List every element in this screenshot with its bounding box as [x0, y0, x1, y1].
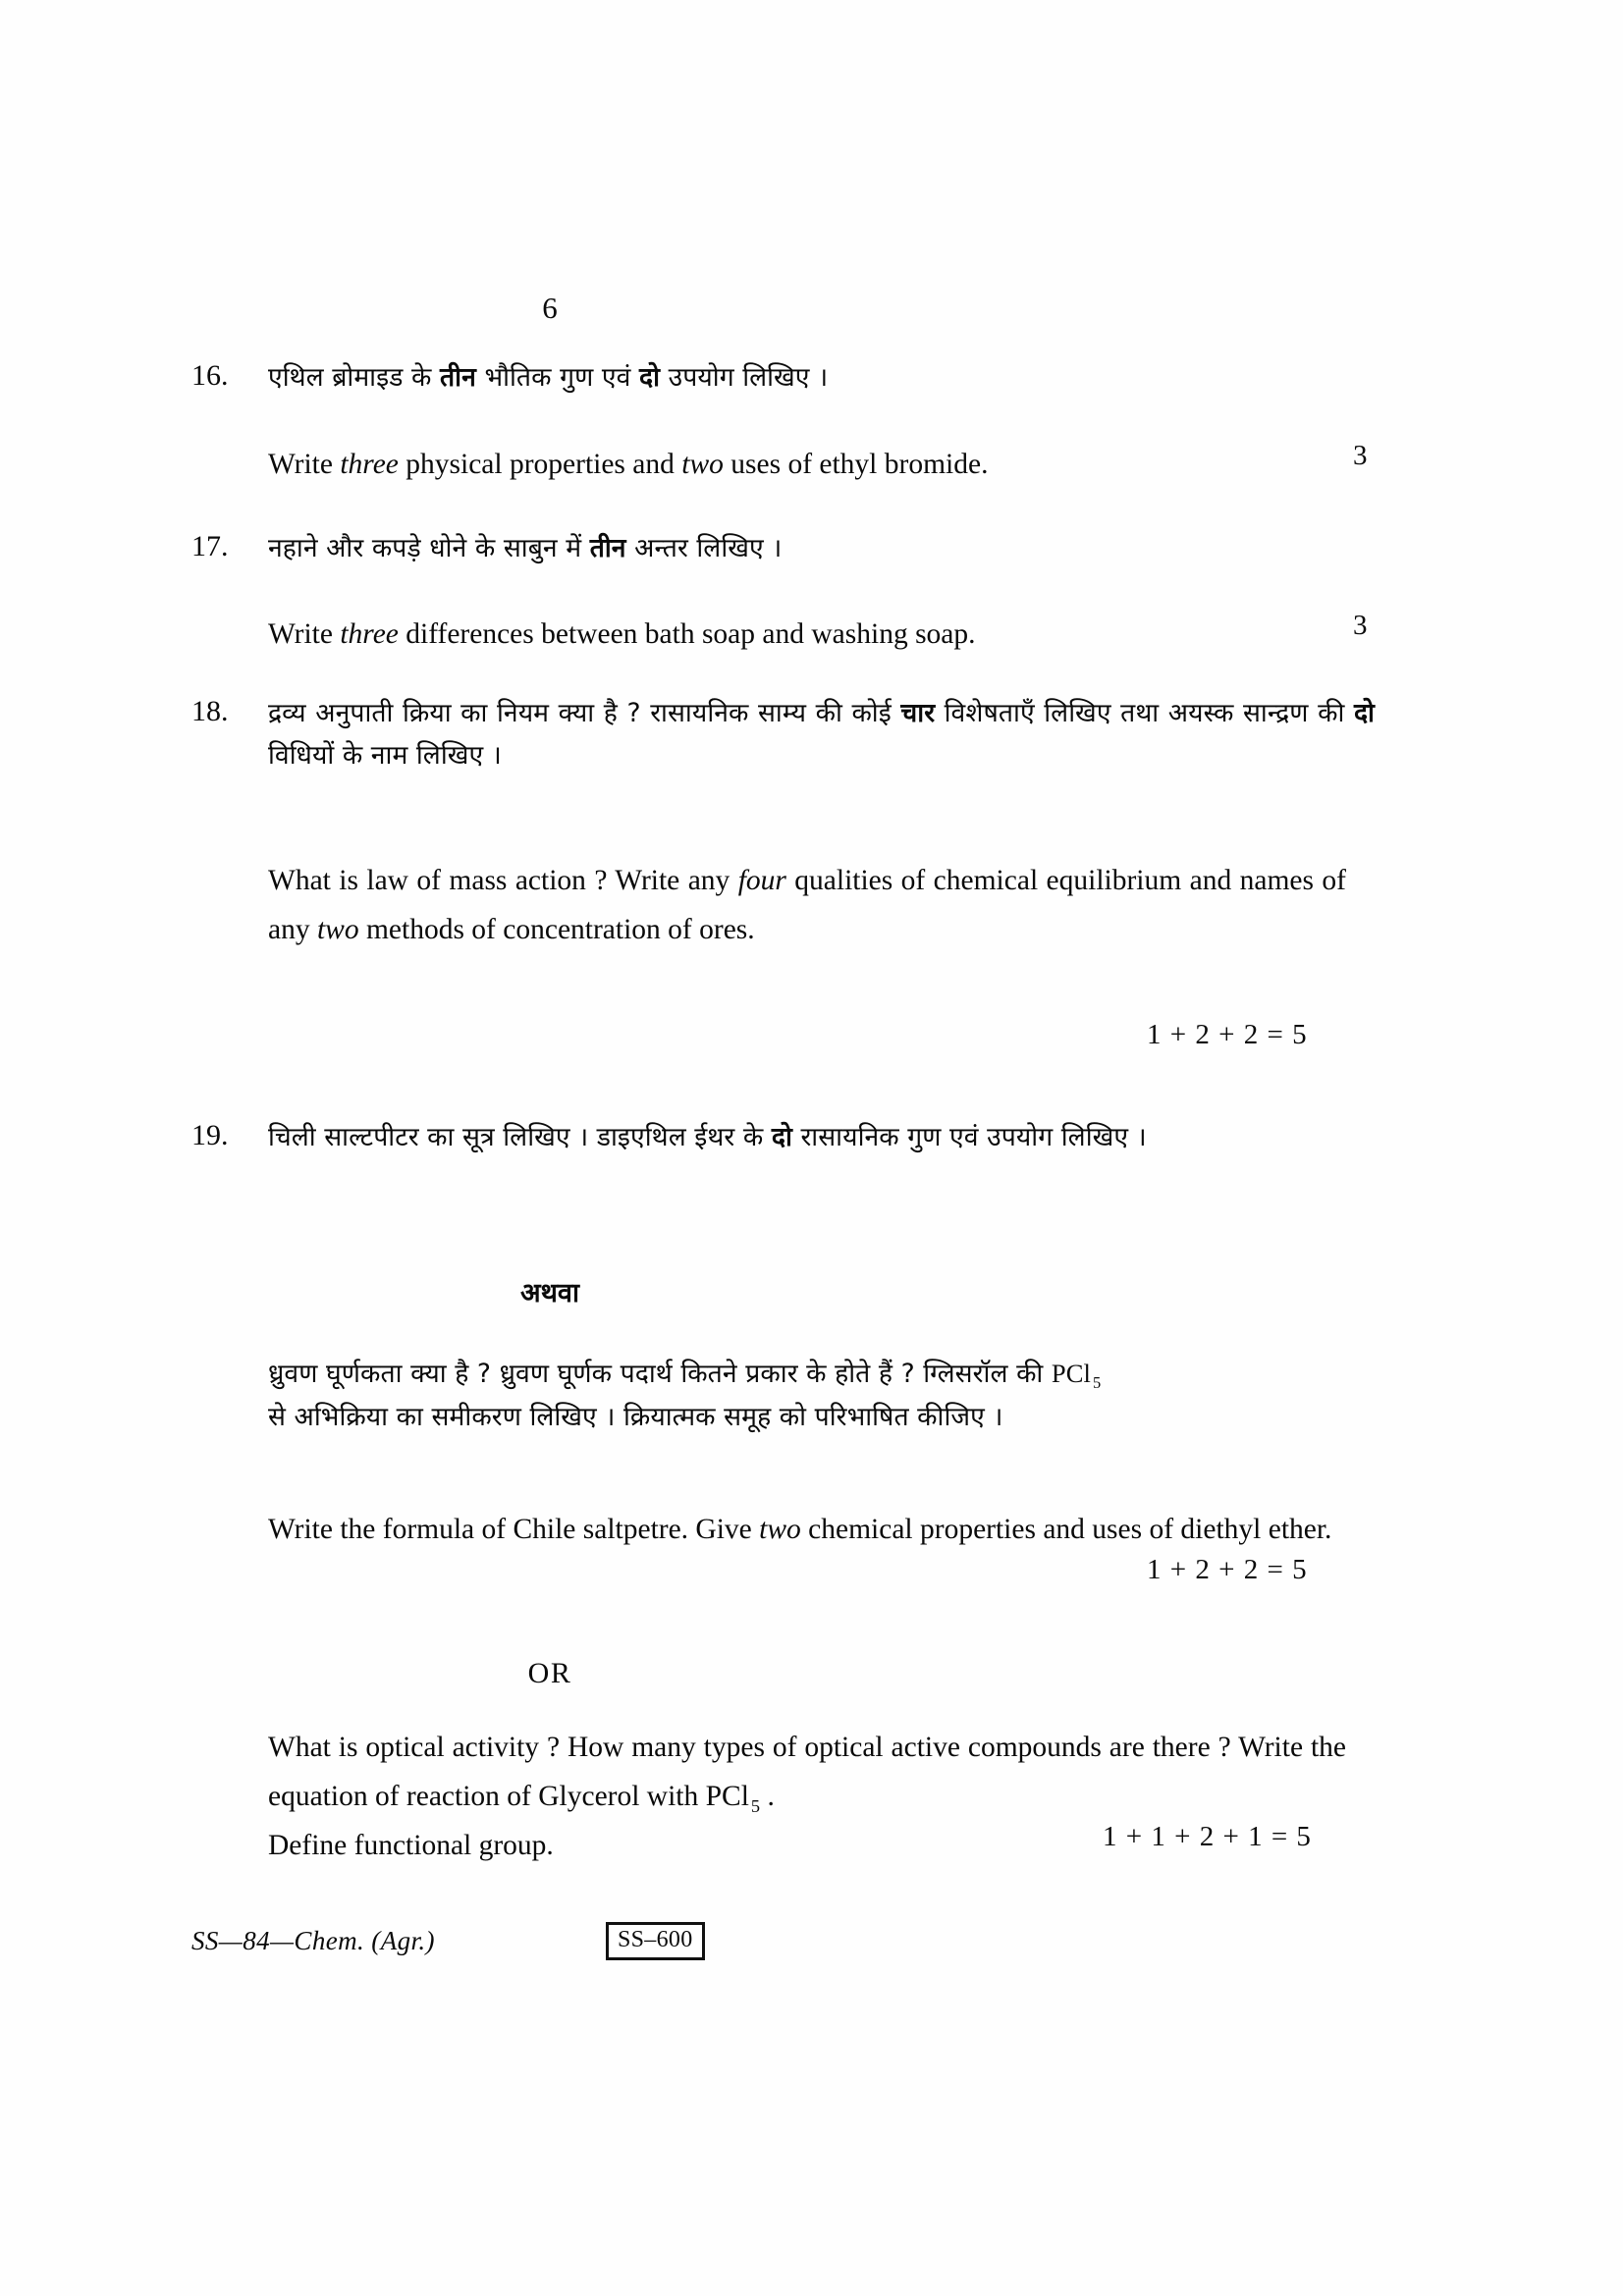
question-16-marks: 3	[1353, 440, 1369, 471]
q16-en-c: uses of ethyl bromide.	[723, 449, 989, 480]
question-19-hindi	[268, 1117, 1375, 1159]
q19-hindi-a: चिली साल्टपीटर का सूत्र लिखिए । डाइएथिल ईथर के	[268, 1122, 772, 1152]
alternative-hindi	[268, 1353, 1368, 1439]
q18-hindi-b: विशेषताएँ लिखिए तथा अयस्क सान्द्रण की	[935, 698, 1354, 728]
q18-hindi-c: विधियों के नाम लिखिए ।	[268, 739, 502, 771]
question-17-hindi	[268, 528, 1370, 570]
footer-paper-code: SS—84—Chem. (Agr.)	[191, 1926, 435, 1955]
alt-hindi-a: ध्रुवण घूर्णकता क्या है ? ध्रुवण घूर्णक पदार्थ कितने प्रकार के होते हैं ? ग्लिसरॉल की	[268, 1359, 1052, 1389]
question-19	[191, 1117, 1375, 1159]
q17-hindi-a: नहाने और कपड़े धोने के साबुन में	[268, 533, 590, 563]
alt-formula: PCl	[1051, 1359, 1091, 1388]
question-17-number: 17.	[191, 530, 229, 562]
q16-hindi-a: एथिल ब्रोमाइड के	[268, 362, 441, 393]
q18-hindi-bold-1: चार	[900, 698, 936, 728]
alt-en-b: chemical properties and uses of diethyl ether.	[800, 1514, 1332, 1545]
or-formula-subscript: 5	[750, 1796, 761, 1817]
athava-label: अथवा	[520, 1278, 579, 1308]
q18-hindi-a: द्रव्य अनुपाती क्रिया का नियम क्या है ? रासायनिक साम्य की कोई	[268, 698, 901, 728]
q16-hindi-bold-1: तीन	[440, 362, 476, 393]
q19-hindi-b: रासायनिक गुण एवं उपयोग लिखिए ।	[791, 1122, 1147, 1152]
or-formula: PCl	[705, 1781, 749, 1813]
q16-hindi-c: उपयोग लिखिए ।	[660, 362, 829, 393]
q18-en-b: qualities of chemical equilibrium and names of any	[268, 865, 1346, 946]
question-16	[191, 357, 1370, 400]
q16-en-italic-1: three	[340, 449, 399, 480]
alternative-marks: 1 + 2 + 2 = 5	[1147, 1554, 1308, 1585]
question-19-number: 19.	[191, 1119, 229, 1151]
q18-en-italic-1: four	[737, 865, 786, 896]
q18-hindi-bold-2: दो	[1353, 698, 1375, 728]
q16-en-a: Write	[268, 449, 341, 480]
page-number: 6	[542, 291, 558, 325]
or-define-line: Define functional group.	[268, 1830, 554, 1861]
q17-en-a: Write	[268, 618, 341, 650]
or-label: OR	[527, 1657, 572, 1689]
footer-serial-box: SS–600	[606, 1922, 705, 1960]
q16-hindi-bold-2: दो	[639, 362, 661, 393]
question-16-english	[268, 440, 1328, 489]
question-17-english	[268, 610, 1328, 659]
or-marks: 1 + 1 + 2 + 1 = 5	[1103, 1821, 1312, 1852]
q16-en-b: physical properties and	[398, 449, 682, 480]
q18-en-a: What is law of mass action ? Write any	[268, 865, 738, 896]
question-18-number: 18.	[191, 695, 229, 727]
question-16-hindi	[268, 357, 1370, 400]
question-18	[191, 693, 1375, 777]
or-en-a: What is optical activity ? How many types of optical active compounds are there ? Write the equation of reaction of Glycerol with	[268, 1732, 1346, 1813]
q17-en-italic-1: three	[340, 618, 399, 650]
q17-en-b: differences between bath soap and washing soap.	[398, 618, 976, 650]
q19-hindi-bold-1: दो	[771, 1122, 792, 1152]
question-18-english	[268, 856, 1346, 954]
q16-hindi-b: भौतिक गुण एवं	[475, 362, 640, 393]
q18-en-italic-2: two	[316, 914, 359, 946]
q17-hindi-bold-1: तीन	[589, 533, 626, 563]
question-16-number: 16.	[191, 359, 229, 392]
or-english	[268, 1723, 1346, 1822]
alt-hindi-line2: से अभिक्रिया का समीकरण लिखिए । क्रियात्मक समूह को परिभाषित कीजिए ।	[268, 1401, 1003, 1432]
question-18-hindi	[268, 693, 1375, 777]
question-17	[191, 528, 1370, 570]
alt-en-italic-1: two	[759, 1514, 801, 1545]
q18-en-c: methods of concentration of ores.	[358, 914, 755, 946]
alt-en-a: Write the formula of Chile saltpetre. Give	[268, 1514, 760, 1545]
alt-formula-subscript: 5	[1092, 1373, 1102, 1393]
alternative-english	[268, 1505, 1346, 1554]
question-17-marks: 3	[1353, 610, 1369, 641]
question-18-marks: 1 + 2 + 2 = 5	[1147, 1019, 1308, 1050]
or-en-b: .	[760, 1781, 775, 1813]
q16-en-italic-2: two	[681, 449, 724, 480]
q17-hindi-b: अन्तर लिखिए ।	[625, 533, 783, 563]
